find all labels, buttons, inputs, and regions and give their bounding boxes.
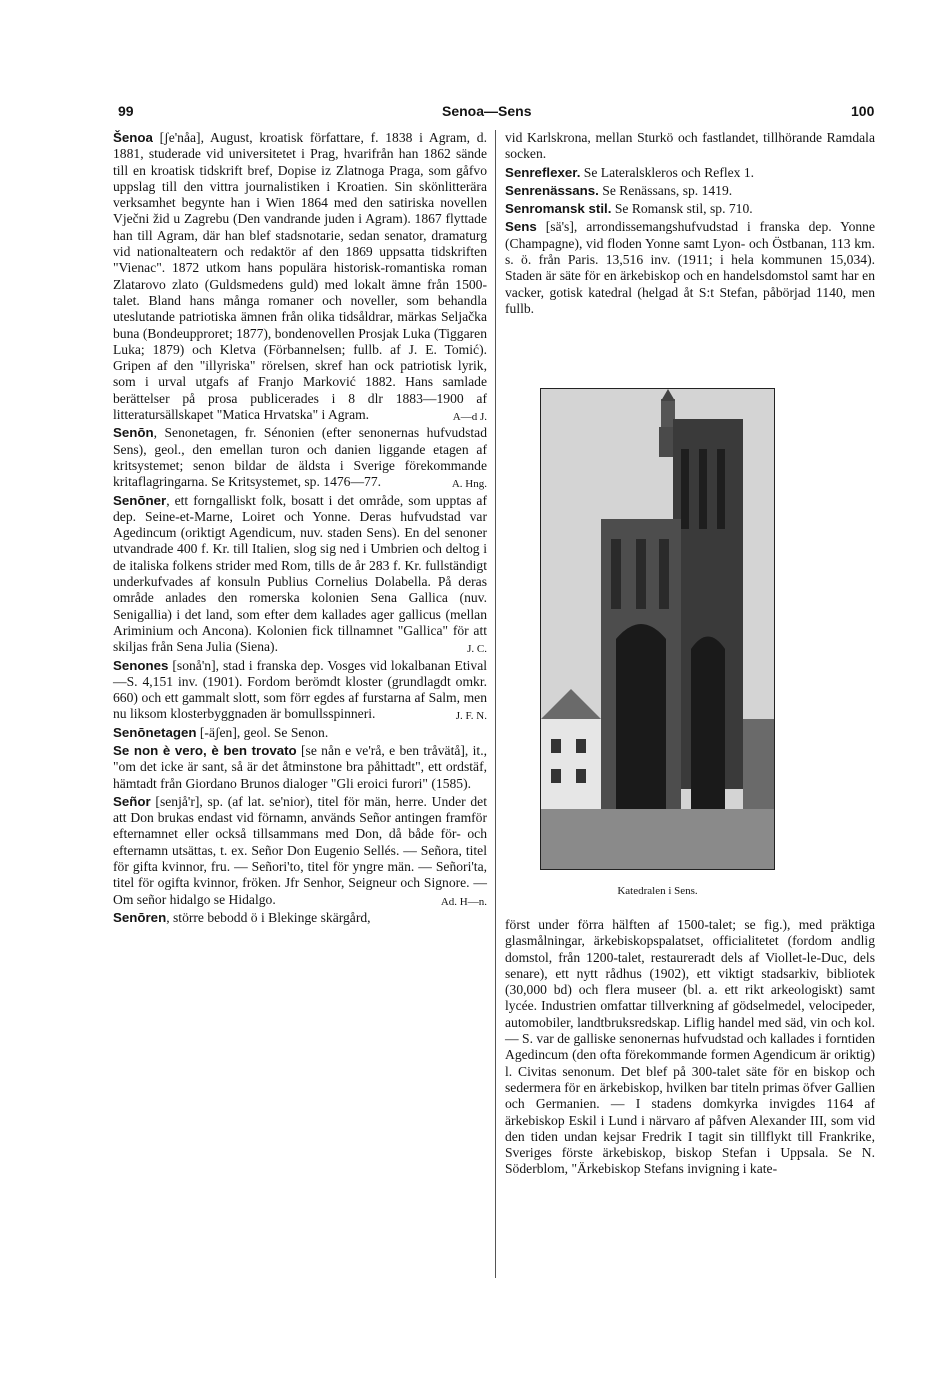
headword: Senōren — [113, 909, 167, 925]
column-divider — [495, 130, 496, 1278]
page-number-right: 100 — [851, 103, 875, 119]
figure-caption: Katedralen i Sens. — [617, 885, 698, 897]
right-column-top — [505, 130, 875, 319]
entry-sens-cont — [505, 917, 875, 1178]
entry-senromansk-stil — [505, 201, 875, 217]
entry-text: vid Karlskrona, mellan Sturkö och fastlandet, tillhörande Ramdala socken. — [505, 130, 875, 162]
headword: Senōnetagen — [113, 724, 197, 740]
entry-text: [senjå'r], sp. (af lat. se'nior), titel för män, herre. Under det att Don brukas endast vid förnamn, används Señor antingen framför efternamnet eller också tillsammans med Don, då både för- och efternamn utsättas, t. ex. Señor Don Eugenio Sellés. — Señora, titel för gifta kvinnor, fru. — Señori'to, titel för yngre män. — Señori'ta, titel för ogifta kvinnor, fröken. Jfr Senhor, Seigneur och Signore. — Om señor hidalgo se Hidalgo. — [113, 793, 487, 907]
entry-text: [se nån e ve'rå, e ben tråvätå], it., "om det icke är sant, så är det åtminstone bra påhittadt", ett ordstäf, hämtadt från Giordano Brunos dialoger "Gli eroici furori" (1585). — [113, 742, 487, 791]
entry-text: [ʃe'nåa], August, kroatisk författare, f. 1838 i Agram, d. 1881, studerade vid universitetet i Prag, hvarifrån han 1862 sände till en kroatisk tidskrift bref, Dopise iz Zlatnoga Praga, som gåfvo uppslag till den vittra journalistiken i Kroatien. Sin skönlitterära verksamhet begynte han i Wien 1864 med den satiriska novellen Vječni žid u Zagrebu (Den vandrande juden i Agram). 1867 flyttade han till Agram, där han blef stadsnotarie, sedan senator, dramaturg vid nationalteatern och redaktör af den 1869 uppsatta tidskriften "Vienac". 1872 utkom hans populära historisk-romantiska roman Zlatarovo zlato (Guldsmedens guld) med lokalt ämne från 1500-talet. Bland hans många romaner och noveller, som behandla uteslutande patriotiska ämnen från olika tidsåldrar, märkas Seljačka buna (Bondeupproret; 1877), bondenovellen Prosjak Luka (Tiggaren Luka; 1879) och Kletva (Förbannelsen; fullb. af J. E. Tomić). Gripen af den "illyriska" rörelsen, skref han ock patriotisk lyrik, som i urval utgafs af Franjo Marković 1882. Hans samlade berättelser på prosa publicerades i 8 dlr 1883—1900 af litteratursällskapet "Matica Hrvatska" i Agram. — [113, 130, 487, 423]
entry-text: [sonå'n], stad i franska dep. Vosges vid lokalbanan Etival—S. 4,151 inv. (1901). Fordom berömdt kloster (grundlagdt omkr. 660) och ett gammalt slott, som förr egdes af furstarna af Salm, men nu liksom klosterbyggnaden är bomullsspinneri. — [113, 657, 487, 722]
author-signature: Ad. H—n. — [440, 895, 487, 908]
entry-sens — [505, 219, 875, 317]
entry-text: [sä's], arrondissemangshufvudstad i franska dep. Yonne (Champagne), vid floden Yonne samt Lyon- och Östbanan, 113 km. s. ö. från Paris. 13,516 inv. (1911; i hela kommunen 15,034). Staden är säte för en ärkebiskop och en handelsdomstol samt har en vacker, gotisk katedral (helgad åt S:t Stefan, påbörjad 1140, men fullb. — [505, 219, 875, 316]
entry-text: , Senonetagen, fr. Sénonien (efter senonernas hufvudstad Sens), geol., den emellan turon och danien liggande etagen af kritsystemet; senon bildar de äldsta i Sverige förekommande kritaflagringarna. Se Kritsystemet, sp. 1476—77. — [113, 425, 487, 490]
headword: Se non è vero, è ben trovato — [113, 742, 297, 758]
entry-se-non-e-vero — [113, 743, 487, 792]
cathedral-illustration — [541, 389, 774, 869]
author-signature: A. Hng. — [451, 478, 487, 491]
headword: Senones — [113, 657, 169, 673]
headword: Senōner — [113, 492, 167, 508]
entry-text: [-äʃen], geol. Se Senon. — [196, 724, 329, 740]
author-signature: A—d J. — [452, 411, 487, 424]
entry-senoren-cont — [505, 130, 875, 163]
cathedral-photo — [540, 388, 775, 870]
entry-senoa — [113, 130, 487, 423]
entry-text: , större bebodd ö i Blekinge skärgård, — [166, 909, 371, 925]
entry-senonetagen — [113, 725, 487, 741]
entry-senor — [113, 794, 487, 908]
page-number-left: 99 — [118, 103, 134, 119]
author-signature: J. C. — [467, 643, 487, 656]
headword: Sens — [505, 219, 537, 235]
entry-text: först under förra hälften af 1500-talet; se fig.), med präktiga glasmålningar, ärkebiskopspalatset, officialitetet (fordom andlig domstol, från 1200-talet, restaureradt dels af Viollet-le-Duc, dels senare), ett nytt rådhus (1902), ett viktigt stadsarkiv, bibliotek (30,000 bd) och flera museer (bl. a. ett rikt arkeologiskt) samt lycée. Industrien omfattar tillverkning af gödselmedel, velocipeder, automobiler, landtbruksredskap. Liflig handel med säd, vin och kol. — S. var de galliske senonernas hufvudstad och kallades i forntiden Agedincum (den ofta förekommande formen Agendicum är oriktig) l. Civitas senonum. Det blef på 300-talet säte för en biskop och sedermera för en ärkebiskop, hvilken bar titeln primas öfver Gallien och Germanien. — I stadens domkyrka invigdes 1164 af ärkebiskop Eskil i Lund i närvaro af påfven Alexander III, som vid den tiden undan kejsar Fredrik I tagit sin tillflykt till Frankrike, Sveriges förste ärkebiskop, biskop Stefan i Uppsala. Se N. Söderblom, "Ärkebiskop Stefans invigning i kate- — [505, 917, 875, 1177]
headword: Šenoa — [113, 130, 153, 145]
entry-text: Se Romansk stil, sp. 710. — [611, 201, 753, 217]
entry-senreflexer — [505, 165, 875, 181]
entry-senon — [113, 425, 487, 490]
entry-senrenassans — [505, 183, 875, 199]
entry-text: Se Lateralskleros och Reflex 1. — [580, 164, 755, 180]
headword: Senrenässans. — [505, 182, 599, 198]
headword: Senōn — [113, 425, 154, 441]
headword: Senromansk stil. — [505, 201, 612, 217]
right-column-bottom — [505, 917, 875, 1180]
entry-senoren — [113, 910, 487, 926]
author-signature: J. F. N. — [455, 710, 487, 723]
entry-senones — [113, 658, 487, 723]
headword: Senreflexer. — [505, 164, 581, 180]
entry-text: Se Renässans, sp. 1419. — [598, 182, 733, 198]
entry-senoner — [113, 493, 487, 656]
left-column — [113, 130, 487, 928]
headword: Señor — [113, 793, 151, 809]
entry-text: , ett forngalliskt folk, bosatt i det område, som upptas af dep. Seine-et-Marne, Loiret och Yonne. Deras hufvudstad var Agedincum (oriktigt Agendicum, nuv. staden Sens). En del senoner utvandrade 400 f. Kr. till Italien, slog sig ned i Umbrien och deltog i de italiska folkens strider med Rom, tills de år 283 f. Kr. fullständigt underkufvades af konsuln Publius Cornelius Dolabella. På deras område anlades den romerska kolonien Sena Gallica (nuv. Senigallia) i det land, som efter dem kallades ager gallicus (mellan Ariminium och Ancona). Kolonien fick tillnamnet "Gallica" för att skiljas från Sena Julia (Siena). — [113, 492, 487, 655]
running-title: Senoa—Sens — [442, 103, 532, 119]
